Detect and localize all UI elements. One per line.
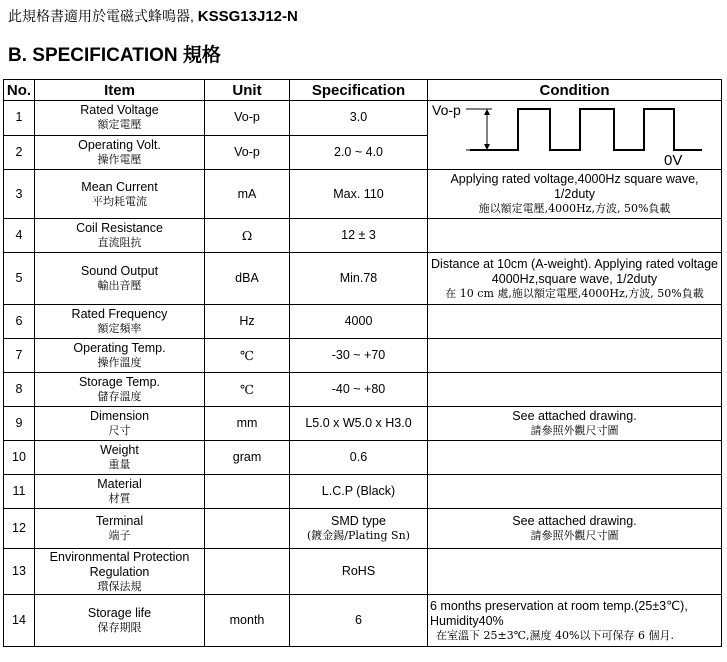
arrow-head-up: [484, 109, 490, 115]
item-zh: 額定頻率: [97, 322, 142, 335]
row-no: 12: [4, 509, 35, 549]
row-unit: Ω: [205, 219, 290, 253]
item-en: Operating Volt.: [78, 137, 161, 152]
row-spec: Min.78: [290, 253, 428, 305]
item-zh: 重量: [108, 458, 131, 471]
item-zh: 端子: [108, 529, 131, 542]
spec-en: SMD type: [331, 514, 386, 528]
spec-zh: (鍍金錫/Plating Sn): [307, 529, 410, 542]
condition-zh: 請參照外觀尺寸圖: [530, 424, 619, 437]
row-item: [35, 407, 205, 441]
row-no: 7: [4, 339, 35, 373]
row-item: [35, 135, 205, 170]
row-spec: 0.6: [290, 441, 428, 475]
row-spec: -30 ~ +70: [290, 339, 428, 373]
row-spec: 2.0 ~ 4.0: [290, 135, 428, 170]
row-no: 1: [4, 101, 35, 136]
table-row: [4, 305, 722, 339]
row-condition-empty: [428, 441, 722, 475]
condition-zh: 請參照外觀尺寸圖: [530, 529, 619, 542]
row-condition-empty: [428, 549, 722, 595]
item-zh: 操作電壓: [97, 152, 142, 166]
table-row: [4, 101, 722, 136]
row-no: 2: [4, 135, 35, 170]
row-item: [35, 339, 205, 373]
item-en: Dimension: [89, 409, 150, 423]
header-row: [4, 80, 722, 101]
row-item: [35, 170, 205, 219]
table-row: [4, 475, 722, 509]
row-spec: 12 ± 3: [290, 219, 428, 253]
row-spec: 6: [290, 595, 428, 647]
item-en: Sound Output: [80, 264, 159, 278]
condition-en: See attached drawing.: [512, 514, 637, 528]
item-zh: 保存期限: [97, 621, 142, 634]
item-zh: 平均耗電流: [92, 194, 147, 208]
row-condition-empty: [428, 475, 722, 509]
row-unit: [205, 475, 290, 509]
condition-en: 6 months preservation at room temp.(25±3℃), Humidity40%: [430, 598, 688, 628]
row-spec: RoHS: [290, 549, 428, 595]
row-no: 3: [4, 170, 35, 219]
row-unit: month: [205, 595, 290, 647]
row-spec: L.C.P (Black): [290, 475, 428, 509]
condition-en: See attached drawing.: [512, 409, 637, 423]
row-unit: Vo-p: [205, 135, 290, 170]
row-spec: Max. 110: [290, 170, 428, 219]
row-condition: [428, 595, 722, 647]
item-zh: 環保法規: [97, 579, 142, 593]
row-item: [35, 305, 205, 339]
table-row: [4, 595, 722, 647]
table-row: [4, 219, 722, 253]
item-en: Storage Temp.: [78, 375, 161, 389]
item-zh: 儲存溫度: [97, 390, 142, 403]
row-unit: ℃: [205, 339, 290, 373]
row-item: [35, 101, 205, 136]
item-en: Operating Temp.: [73, 341, 166, 355]
row-condition: [428, 170, 722, 219]
item-zh: 直流阻抗: [97, 236, 142, 249]
table-row: [4, 441, 722, 475]
model-number: KSSG13J12-N: [197, 8, 298, 25]
item-zh: 操作溫度: [97, 356, 142, 369]
row-item: [35, 509, 205, 549]
item-zh: 額定電壓: [97, 118, 142, 132]
row-item: [35, 595, 205, 647]
table-row: [4, 339, 722, 373]
row-item: [35, 475, 205, 509]
section-heading: B. SPECIFICATION 規格: [8, 45, 221, 66]
item-zh: 尺寸: [108, 424, 131, 437]
condition-zh: 在室溫下 25±3℃,濕度 40%以下可保存 6 個月.: [436, 628, 674, 642]
row-condition: [428, 253, 722, 305]
row-no: 8: [4, 373, 35, 407]
header-specification: Specification: [290, 80, 428, 101]
row-unit: [205, 509, 290, 549]
item-en: Mean Current: [81, 179, 158, 194]
row-item: [35, 219, 205, 253]
header-unit: Unit: [205, 80, 290, 101]
header-no: No.: [4, 80, 35, 101]
table-row: [4, 253, 722, 305]
row-unit: Vo-p: [205, 101, 290, 136]
condition-zh: 施以額定電壓,4000Hz,方波, 50%負載: [478, 202, 671, 215]
condition-en: Distance at 10cm (A-weight). Applying rated voltage 4000Hz,square wave, 1/2duty: [431, 256, 718, 286]
intro-prefix: 此規格書適用於電磁式蜂鳴器,: [8, 8, 194, 24]
row-spec: [290, 509, 428, 549]
row-spec: -40 ~ +80: [290, 373, 428, 407]
spec-table: [3, 79, 722, 647]
row-no: 6: [4, 305, 35, 339]
zero-volt-label: 0V: [664, 152, 683, 169]
row-no: 9: [4, 407, 35, 441]
header-item: Item: [35, 80, 205, 101]
item-en: Material: [97, 477, 142, 491]
square-wave: [470, 109, 702, 150]
row-unit: mA: [205, 170, 290, 219]
item-zh: 材質: [108, 492, 131, 505]
item-zh: 輸出音壓: [97, 279, 142, 292]
row-condition: [428, 509, 722, 549]
row-unit: [205, 549, 290, 595]
row-no: 4: [4, 219, 35, 253]
row-no: 13: [4, 549, 35, 595]
row-no: 14: [4, 595, 35, 647]
row-unit: ℃: [205, 373, 290, 407]
vop-label: Vo-p: [432, 102, 461, 118]
item-en: Rated Frequency: [71, 307, 168, 321]
item-en: Storage life: [87, 606, 152, 620]
square-wave-diagram: [430, 101, 722, 169]
table-row: [4, 170, 722, 219]
row-spec: L5.0 x W5.0 x H3.0: [290, 407, 428, 441]
row-unit: dBA: [205, 253, 290, 305]
row-condition-empty: [428, 339, 722, 373]
item-en: Terminal: [95, 514, 144, 528]
row-no: 5: [4, 253, 35, 305]
row-item: [35, 253, 205, 305]
table-row: [4, 407, 722, 441]
item-en: Environmental Protection Regulation: [49, 549, 190, 579]
row-condition-empty: [428, 219, 722, 253]
row-unit: mm: [205, 407, 290, 441]
row-item: [35, 441, 205, 475]
row-item: [35, 373, 205, 407]
item-en: Rated Voltage: [80, 103, 159, 118]
row-unit: gram: [205, 441, 290, 475]
item-en: Coil Resistance: [76, 221, 163, 235]
table-row: [4, 509, 722, 549]
row-item: [35, 549, 205, 595]
condition-en: Applying rated voltage,4000Hz square wave, 1/2duty: [450, 172, 699, 201]
row-condition-empty: [428, 373, 722, 407]
intro-line: [8, 6, 298, 26]
row-unit: Hz: [205, 305, 290, 339]
waveform-cell: [428, 101, 722, 170]
row-condition-empty: [428, 305, 722, 339]
row-condition: [428, 407, 722, 441]
condition-zh: 在 10 cm 處,施以額定電壓,4000Hz,方波, 50%負載: [445, 286, 704, 300]
table-row: [4, 549, 722, 595]
row-spec: 3.0: [290, 101, 428, 136]
row-no: 11: [4, 475, 35, 509]
header-condition: Condition: [428, 80, 722, 101]
row-no: 10: [4, 441, 35, 475]
table-row: [4, 373, 722, 407]
item-en: Weight: [100, 443, 139, 457]
row-spec: 4000: [290, 305, 428, 339]
